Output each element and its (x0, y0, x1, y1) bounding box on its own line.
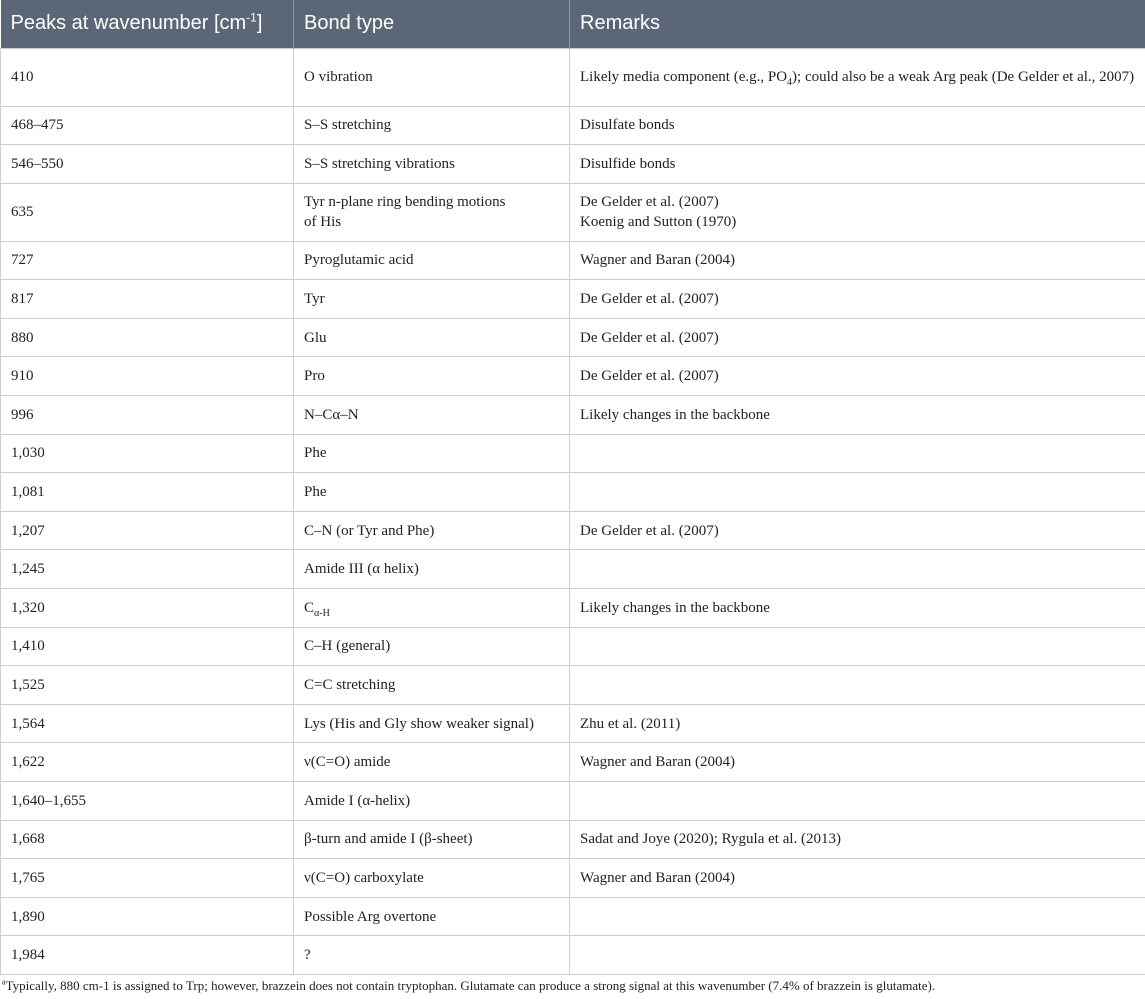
cell-bond: ν(C=O) carboxylate (294, 859, 570, 898)
table-row (1, 627, 1145, 666)
cell-peak: 1,622 (1, 743, 294, 782)
cell-remarks (570, 627, 1145, 666)
cell-remarks (570, 936, 1145, 975)
cell-remarks: Disulfide bonds (570, 145, 1145, 184)
cell-remarks: Zhu et al. (2011) (570, 704, 1145, 743)
table-row (1, 704, 1145, 743)
cell-peak: 1,525 (1, 666, 294, 705)
table-row (1, 473, 1145, 512)
header-peaks: Peaks at wavenumber $[cm^{-1}]$ (1, 0, 294, 48)
cell-peak: 635 (1, 183, 294, 241)
table-row (1, 936, 1145, 975)
cell-remarks: Likely changes in the backbone (570, 396, 1145, 435)
cell-peak: 1,245 (1, 550, 294, 589)
table-row (1, 318, 1145, 357)
cell-bond: C–N (or Tyr and Phe) (294, 511, 570, 550)
cell-bond: C=C stretching (294, 666, 570, 705)
cell-remarks (570, 473, 1145, 512)
cell-remarks (570, 897, 1145, 936)
table-row (1, 280, 1145, 319)
table-row (1, 859, 1145, 898)
cell-peak: 410 (1, 48, 294, 106)
header-remarks: Remarks (580, 12, 661, 35)
footnote-marker: a (2, 977, 6, 987)
cell-peak: 1,984 (1, 936, 294, 975)
footnote-text: Typically, 880 cm-1 is assigned to Trp; however, brazzein does not contain tryptophan. Glutamate can produce a strong signal at this wavenumber (7.4% of brazzein is glutamate). (5, 978, 936, 993)
cell-peak: 727 (1, 241, 294, 280)
table-header (1, 0, 1145, 48)
cell-peak: 468–475 (1, 106, 294, 145)
table-row (1, 357, 1145, 396)
table-footnote (2, 978, 935, 994)
cell-remarks (570, 666, 1145, 705)
cell-bond: Pro (294, 357, 570, 396)
cell-peak: 817 (1, 280, 294, 319)
cell-remarks (570, 550, 1145, 589)
cell-bond: Tyr (294, 280, 570, 319)
cell-peak: 1,081 (1, 473, 294, 512)
cell-bond: ? (294, 936, 570, 975)
table-row (1, 743, 1145, 782)
cell-peak: 1,410 (1, 627, 294, 666)
cell-remarks: Likely media component (e.g., $PO_4$); could also be a weak Arg peak (De Gelder et al., 2007) (570, 48, 1145, 106)
cell-bond: β-turn and amide I (β-sheet) (294, 820, 570, 859)
cell-remarks: De Gelder et al. (2007) (570, 511, 1145, 550)
cell-remarks: De Gelder et al. (2007) (570, 357, 1145, 396)
table-row (1, 782, 1145, 821)
cell-peak: 1,207 (1, 511, 294, 550)
table-row (1, 48, 1145, 106)
cell-bond: $C_{\alpha-H}$ (294, 589, 570, 628)
cell-remarks: Likely changes in the backbone (570, 589, 1145, 628)
cell-bond: Glu (294, 318, 570, 357)
header-bond-type: Bond type (294, 0, 570, 48)
cell-remarks: Wagner and Baran (2004) (570, 859, 1145, 898)
cell-bond: Lys (His and Gly show weaker signal) (294, 704, 570, 743)
cell-peak: 1,765 (1, 859, 294, 898)
cell-peak: 1,668 (1, 820, 294, 859)
table-row (1, 241, 1145, 280)
cell-remarks: Wagner and Baran (2004) (570, 743, 1145, 782)
table-row (1, 434, 1145, 473)
table-row (1, 183, 1145, 241)
cell-bond: Amide I (α-helix) (294, 782, 570, 821)
cell-bond: Phe (294, 434, 570, 473)
cell-bond: Amide III (α helix) (294, 550, 570, 589)
cell-bond: C–H (general) (294, 627, 570, 666)
cell-remarks: De Gelder et al. (2007) (570, 280, 1145, 319)
cell-peak: 1,320 (1, 589, 294, 628)
cell-remarks: Sadat and Joye (2020); Rygula et al. (2013) (570, 820, 1145, 859)
table-row (1, 145, 1145, 184)
cell-bond: Possible Arg overtone (294, 897, 570, 936)
cell-peak: 910 (1, 357, 294, 396)
table-row (1, 396, 1145, 435)
cell-remarks: De Gelder et al. (2007) (570, 318, 1145, 357)
cell-bond: S–S stretching (294, 106, 570, 145)
cell-bond: S–S stretching vibrations (294, 145, 570, 184)
cell-peak: 1,640–1,655 (1, 782, 294, 821)
cell-peak: 546–550 (1, 145, 294, 184)
cell-remarks: Disulfate bonds (570, 106, 1145, 145)
cell-bond: Phe (294, 473, 570, 512)
table-row (1, 666, 1145, 705)
cell-bond: N–Cα–N (294, 396, 570, 435)
table-row (1, 106, 1145, 145)
cell-peak: 1,564 (1, 704, 294, 743)
table-row (1, 511, 1145, 550)
cell-peak: 996 (1, 396, 294, 435)
table-row (1, 897, 1145, 936)
table-row (1, 589, 1145, 628)
cell-bond: ν(C=O) amide (294, 743, 570, 782)
cell-remarks (570, 434, 1145, 473)
table-body (1, 48, 1145, 974)
table-row (1, 820, 1145, 859)
cell-bond: Tyr n-plane ring bending motions of His (294, 183, 570, 241)
table-row (1, 550, 1145, 589)
cell-peak: 1,890 (1, 897, 294, 936)
cell-remarks: De Gelder et al. (2007) Koenig and Sutton (1970) (570, 183, 1145, 241)
cell-bond: O vibration (294, 48, 570, 106)
header-row (1, 0, 1145, 48)
cell-remarks: Wagner and Baran (2004) (570, 241, 1145, 280)
cell-remarks (570, 782, 1145, 821)
cell-peak: 880 (1, 318, 294, 357)
cell-peak: 1,030 (1, 434, 294, 473)
cell-bond: Pyroglutamic acid (294, 241, 570, 280)
